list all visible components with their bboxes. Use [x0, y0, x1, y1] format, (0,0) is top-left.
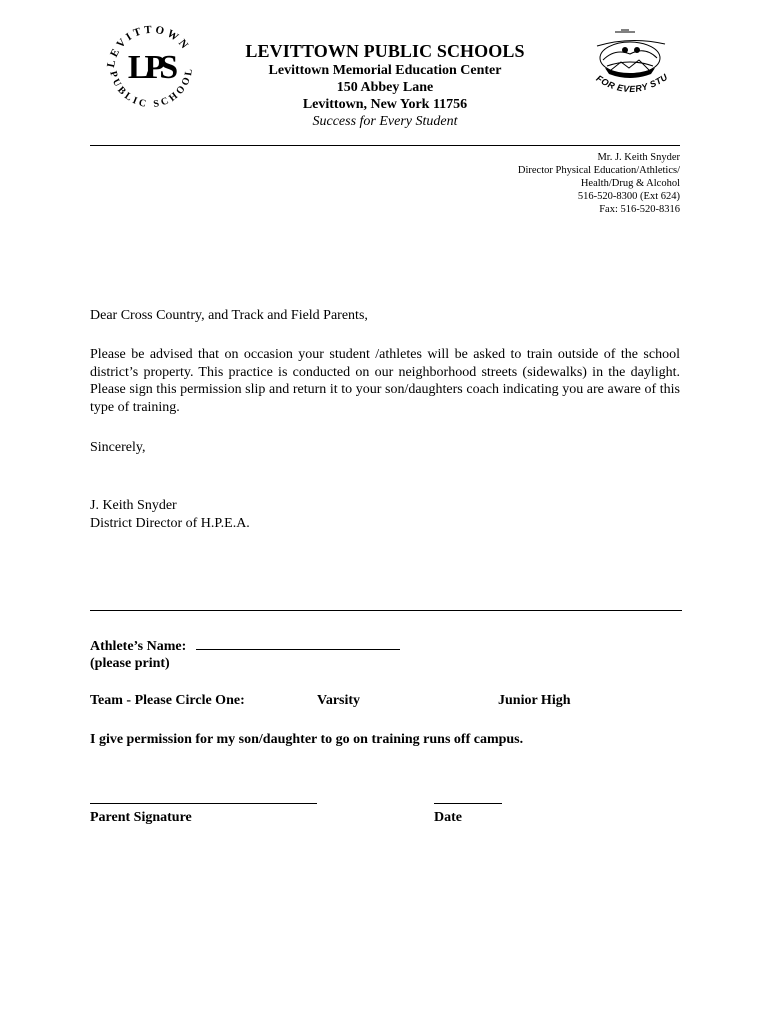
- contact-fax: Fax: 516-520-8316: [599, 204, 680, 215]
- tagline: Success for Every Student: [312, 114, 458, 129]
- header-divider: [90, 145, 680, 146]
- date-label: Date: [434, 810, 462, 825]
- print-note: (please print): [90, 656, 170, 671]
- athlete-name-row: [90, 636, 400, 656]
- signer-name: J. Keith Snyder: [90, 498, 177, 513]
- parent-signature-field[interactable]: [90, 803, 317, 804]
- contact-phone: 516-520-8300 (Ext 624): [577, 191, 680, 202]
- svg-text:FOR EVERY STUDENT: [585, 28, 670, 94]
- seal-ring-bottom-text: PUBLIC SCHOOL: [107, 65, 196, 111]
- closing: Sincerely,: [90, 440, 146, 455]
- contact-title-line-1: Director Physical Education/Athletics/: [517, 165, 680, 176]
- date-field[interactable]: [434, 803, 502, 804]
- organization-name: LEVITTOWN PUBLIC SCHOOLS: [245, 41, 525, 61]
- parent-signature-label: Parent Signature: [90, 810, 192, 825]
- letter-paragraph: Please be advised that on occasion your student /athletes will be asked to train outside of the school district’s property. This practice is conducted on our neighborhood streets (sidewalks) in the daylight. Please sign this permission slip and return it to your son/daughters coach indicating you are aware of this type of training.: [90, 347, 680, 415]
- athlete-name-label: Athlete’s Name:: [90, 639, 187, 654]
- salutation: Dear Cross Country, and Track and Field Parents,: [90, 308, 368, 323]
- signer-title: District Director of H.P.E.A.: [90, 516, 250, 531]
- emblem-caption: FOR EVERY STU: [594, 71, 670, 95]
- seal-monogram: LPS: [127, 49, 173, 86]
- contact-block: [518, 151, 680, 216]
- athlete-name-field[interactable]: [196, 636, 400, 650]
- success-emblem-logo: [585, 28, 675, 118]
- seal-ring-top-text: LEVITTOWN: [104, 23, 193, 69]
- contact-name: Mr. J. Keith Snyder: [597, 152, 680, 163]
- address-line-2: 150 Abbey Lane: [336, 80, 434, 95]
- form-divider: [90, 610, 682, 611]
- district-seal-logo: [100, 14, 200, 114]
- team-label: Team - Please Circle One:: [90, 693, 245, 708]
- contact-title-line-2: Health/Drug & Alcohol: [580, 178, 680, 189]
- letterhead: [200, 40, 570, 131]
- address-line-3: Levittown, New York 11756: [302, 97, 468, 112]
- team-option-junior-high[interactable]: Junior High: [498, 693, 571, 708]
- permission-statement: I give permission for my son/daughter to go on training runs off campus.: [90, 732, 524, 747]
- team-option-varsity[interactable]: Varsity: [317, 693, 361, 708]
- address-line-1: Levittown Memorial Education Center: [268, 63, 502, 78]
